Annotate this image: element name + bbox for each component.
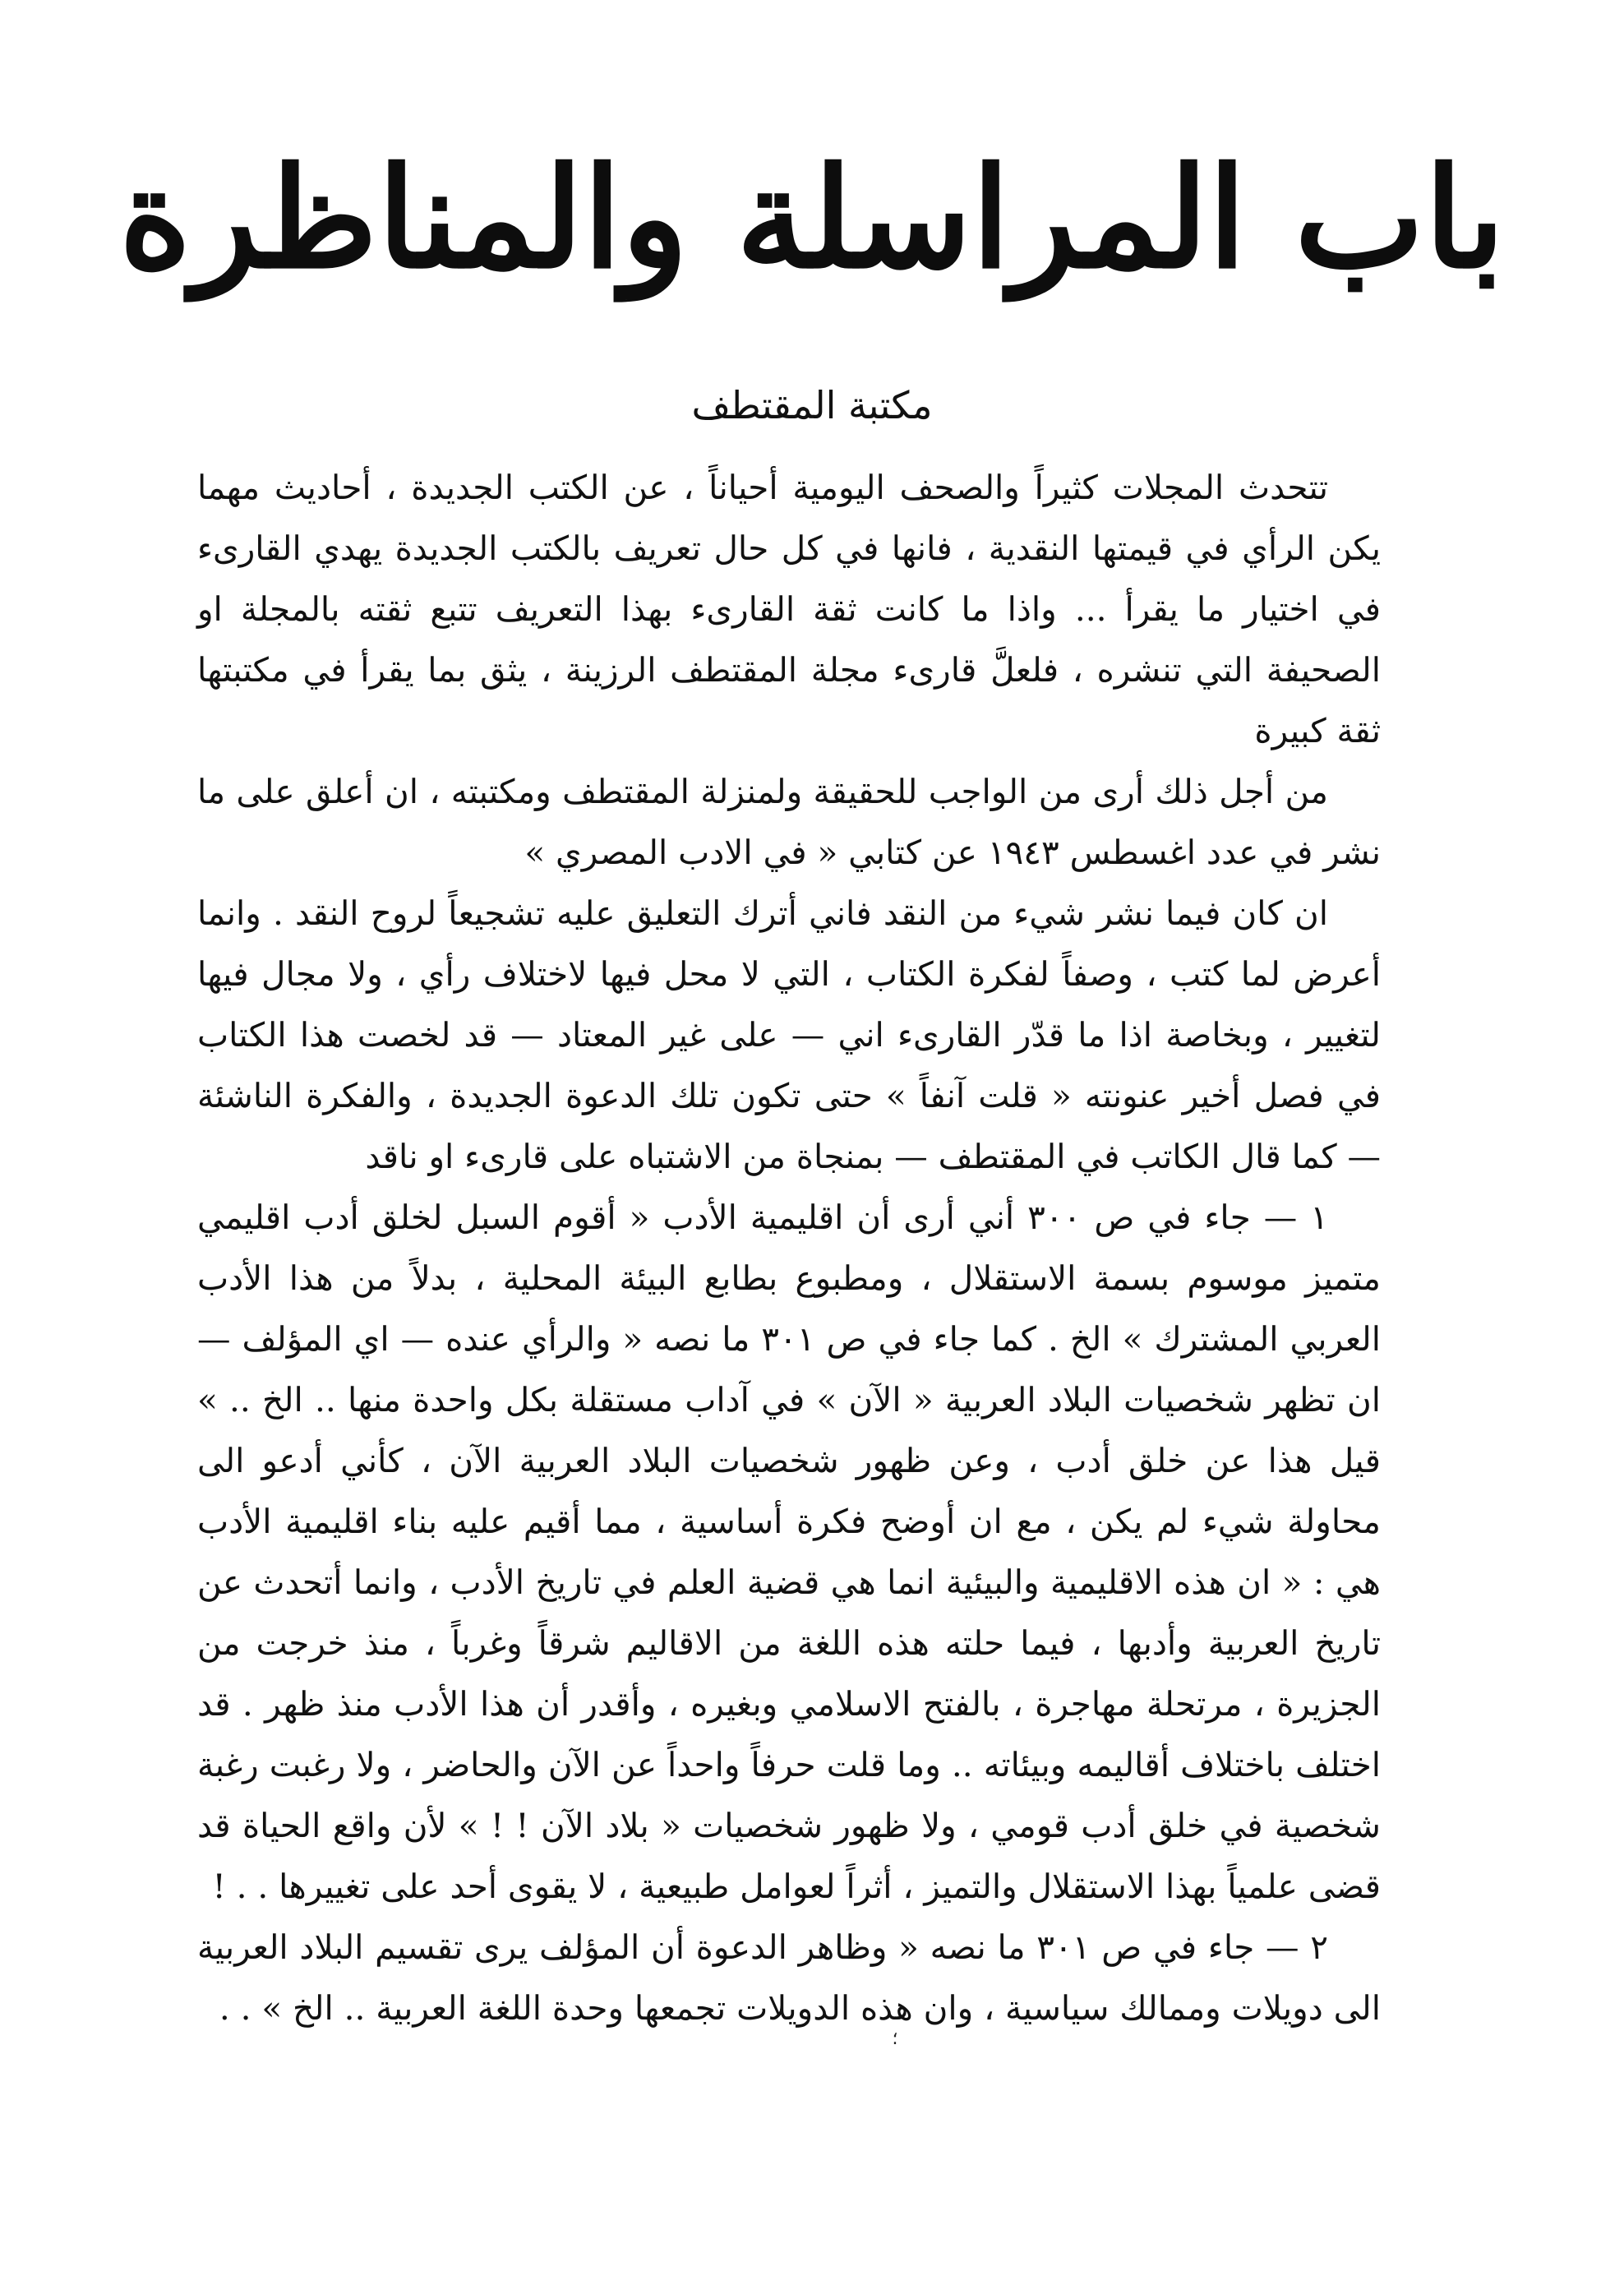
paragraph-1: تتحدث المجلات كثيراً والصحف اليومية أحياناً ، عن الكتب الجديدة ، أحاديث مهما يكن الرأي في قيمتها النقدية ، فانها في كل حال تعريف بالكتب الجديدة يهدي القارىء في اختيار ما يقرأ ... واذا ما كانت ثقة القارىء بهذا التعريف تتبع ثقته بالمجلة او الصحيفة التي تنشره ، فلعلَّ قارىء مجلة المقتطف الرزينة ، يثق بما يقرأ في مكتبتها ثقة كبيرة [197, 468, 1381, 750]
paragraph-5: ٢ — جاء في ص ٣٠١ ما نصه « وظاهر الدعوة أن المؤلف يرى تقسيم البلاد العربية الى دويلات وممالك سياسية ، وان هذه الدويلات تجمعها وحدة اللغة العربية .. الخ » . . [197, 1927, 1381, 2028]
paragraph-2: من أجل ذلك أرى من الواجب للحقيقة ولمنزلة المقتطف ومكتبته ، ان أعلق على ما نشر في عدد اغسطس ١٩٤٣ عن كتابي « في الادب المصري » [197, 772, 1381, 872]
section-title: مكتبة المقتطف [691, 383, 933, 427]
paragraph-4: ١ — جاء في ص ٣٠٠ أني أرى أن اقليمية الأدب « أقوم السبل لخلق أدب اقليمي متميز موسوم بسمة الاستقلال ، ومطبوع بطابع البيئة المحلية ، بدلاً من هذا الأدب العربي المشترك » الخ . كما جاء في ص ٣٠١ ما نصه « والرأي عنده — اي المؤلف — ان تظهر شخصيات البلاد العربية « الآن » في آداب مستقلة بكل واحدة منها .. الخ .. » قيل هذا عن خلق أدب ، وعن ظهور شخصيات البلاد العربية الآن ، كأني أدعو الى محاولة شيء لم يكن ، مع ان أوضح فكرة أساسية ، مما أقيم عليه بناء اقليمية الأدب هي : « ان هذه الاقليمية والبيئية انما هي قضية العلم في تاريخ الأدب ، وانما أتحدث عن تاريخ العربية وأدبها ، فيما حلته هذه اللغة من الاقاليم شرقاً وغرباً ، منذ خرجت من الجزيرة ، مرتحلة مهاجرة ، بالفتح الاسلامي وبغيره ، وأقدر أن هذا الأدب منذ ظهر . قد اختلف باختلاف أقاليمه وبيئاته .. وما قلت حرفاً واحداً عن الآن والحاضر ، ولا رغبت رغبة شخصية في خلق أدب قومي ، ولا ظهور شخصيات « بلاد الآن ! ! » لأن واقع الحياة قد قضى علمياً بهذا الاستقلال والتميز ، أثراً لعوامل طبيعية ، لا يقوى أحد على تغييرها . . ! [197, 1198, 1381, 1906]
page-footer-mark: ؛ [892, 2029, 898, 2049]
article-body [197, 457, 1381, 2038]
paragraph-3: ان كان فيما نشر شيء من النقد فاني أترك التعليق عليه تشجيعاً لروح النقد . وانما أعرض لما كتب ، وصفاً لفكرة الكتاب ، التي لا محل فيها لاختلاف رأي ، ولا مجال فيها لتغيير ، وبخاصة اذا ما قدّر القارىء اني — على غير المعتاد — قد لخصت هذا الكتاب في فصل أخير عنونته « قلت آنفاً » حتى تكون تلك الدعوة الجديدة ، والفكرة الناشئة — كما قال الكاتب في المقتطف — بمنجاة من الاشتباه على قارىء او ناقد [197, 893, 1381, 1176]
page-header-title: باب المراسلة والمناظرة [118, 136, 1506, 299]
